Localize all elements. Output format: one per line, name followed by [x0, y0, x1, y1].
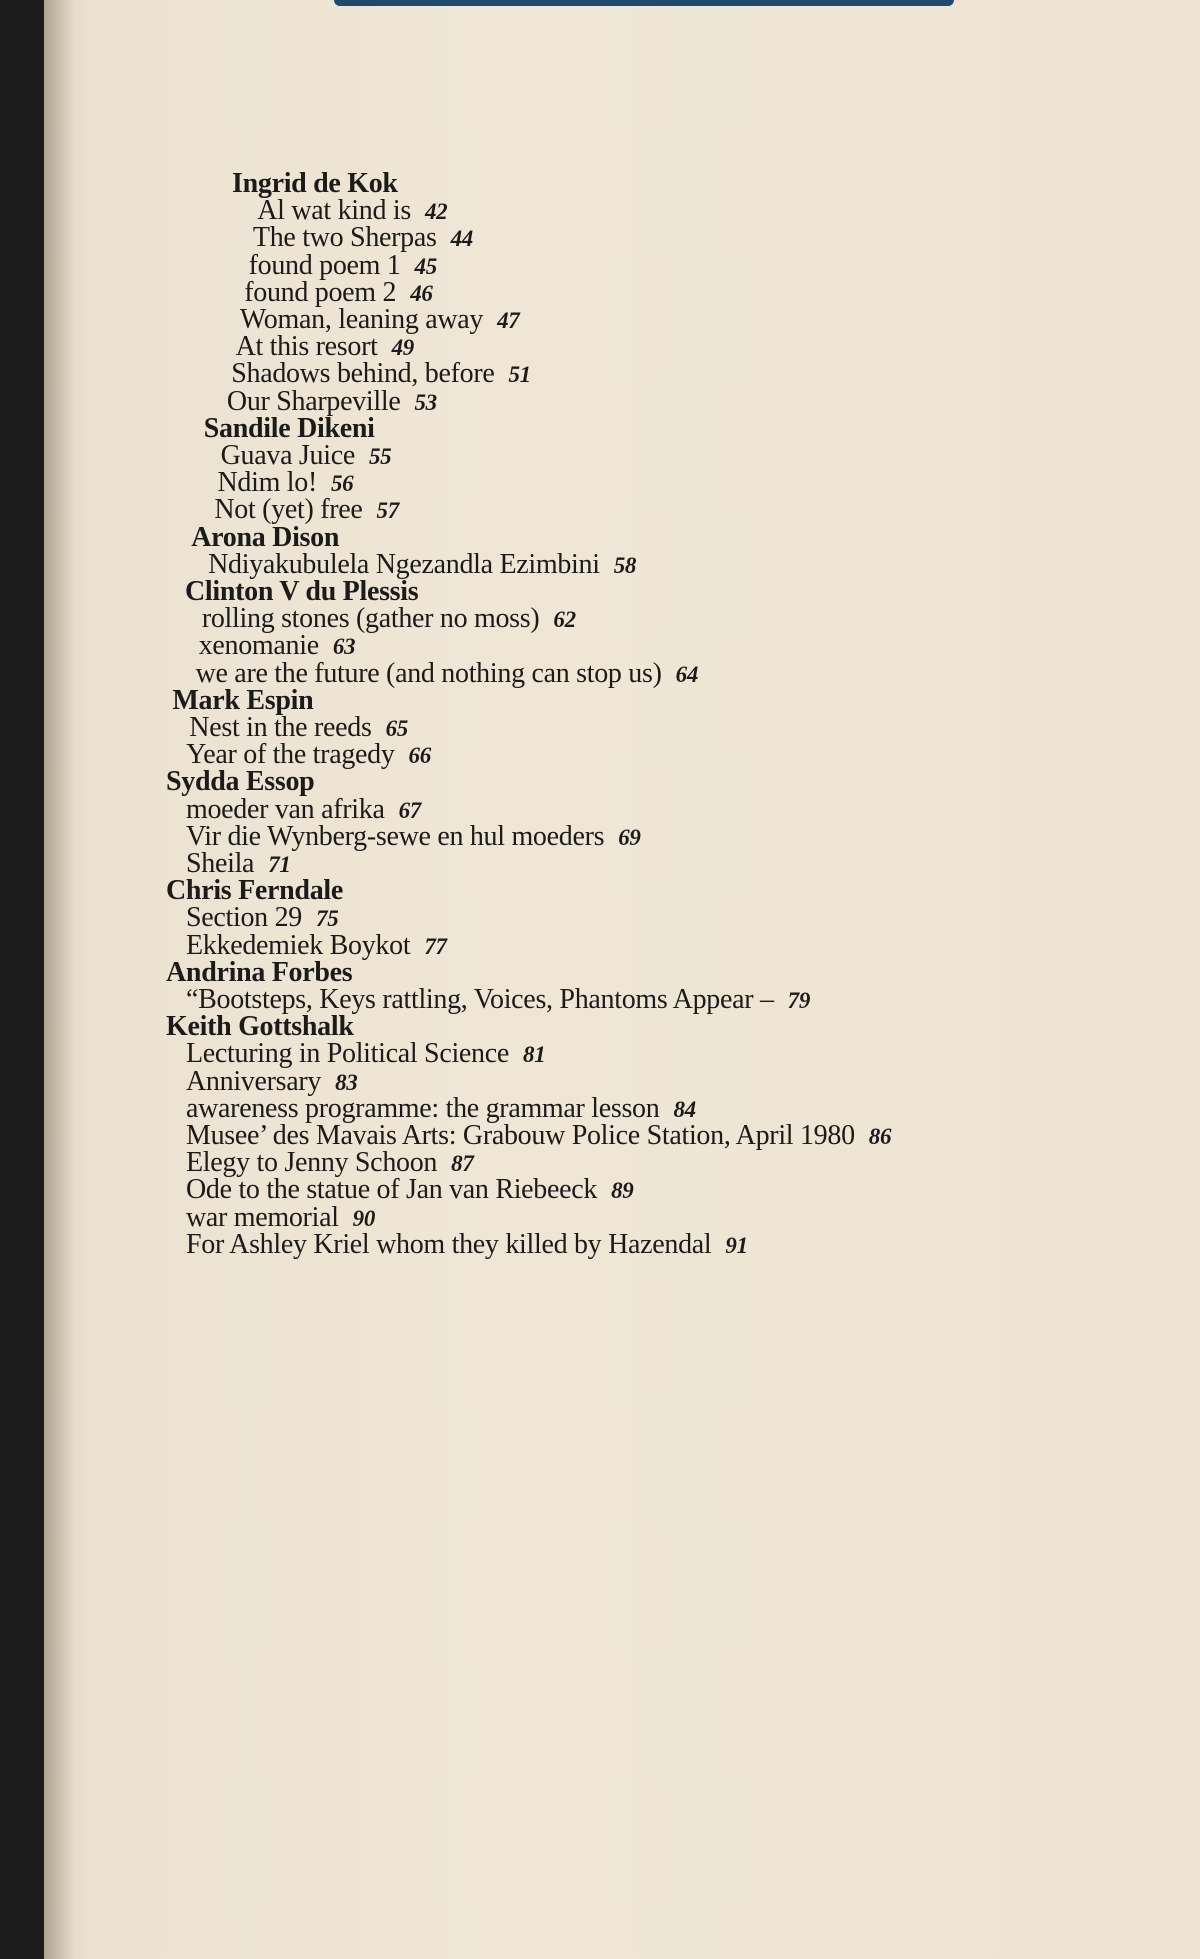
poem-page-number: 86: [868, 1124, 892, 1149]
poem-page-number: 84: [673, 1096, 696, 1122]
poem-title: Section 29: [186, 902, 302, 934]
poem-title: Guava Juice: [220, 440, 355, 471]
poem-entry: [186, 1228, 748, 1263]
author-heading: Arona Dison: [191, 521, 340, 553]
poem-page-number: 53: [414, 389, 437, 415]
poem-title: Anniversary: [186, 1065, 322, 1097]
poem-title: moeder van afrika: [186, 793, 385, 825]
poem-page-number: 91: [725, 1232, 748, 1258]
poem-page-number: 87: [451, 1151, 474, 1177]
poem-title: rolling stones (gather no moss): [201, 603, 540, 635]
poem-page-number: 55: [368, 444, 392, 469]
poem-page-number: 49: [391, 335, 414, 361]
poem-title: Ekkedemiek Boykot: [186, 929, 411, 961]
poem-title: war memorial: [186, 1201, 339, 1233]
poem-title: Lecturing in Political Science: [186, 1038, 510, 1070]
poem-title: Musee’ des Mavais Arts: Grabouw Police Station, April 1980: [186, 1120, 855, 1151]
author-heading: Keith Gottshalk: [166, 1011, 354, 1043]
poem-title: Al wat kind is: [257, 195, 411, 227]
poem-page-number: 90: [352, 1205, 376, 1231]
poem-title: For Ashley Kriel whom they killed by Hazendal: [186, 1228, 712, 1260]
poem-page-number: 47: [497, 308, 520, 333]
poem-page-number: 45: [414, 253, 437, 279]
poem-title: “Bootsteps, Keys rattling, Voices, Phantoms Appear –: [186, 984, 774, 1015]
poem-page-number: 79: [787, 988, 811, 1013]
poem-page-number: 63: [332, 634, 356, 660]
poem-page-number: 58: [613, 552, 637, 578]
poem-title: Elegy to Jenny Schoon: [186, 1147, 438, 1179]
poem-title: found poem 1: [248, 249, 401, 281]
poem-page-number: 66: [408, 743, 431, 769]
poem-title: we are the future (and nothing can stop us): [195, 657, 662, 689]
poem-title: Woman, leaning away: [239, 304, 484, 335]
poem-page-number: 42: [424, 199, 448, 225]
author-heading: Mark Espin: [172, 684, 314, 716]
author-heading: Ingrid de Kok: [232, 168, 398, 199]
poem-page-number: 71: [268, 852, 291, 877]
poem-title: Our Sharpeville: [226, 385, 401, 417]
poem-title: Nest in the reeds: [189, 712, 372, 743]
poem-title: xenomanie: [198, 630, 319, 662]
poem-page-number: 56: [330, 471, 354, 497]
poem-page-number: 57: [376, 498, 399, 524]
poem-page-number: 65: [385, 716, 408, 741]
poem-page-number: 64: [675, 661, 699, 687]
poem-page-number: 62: [553, 607, 576, 633]
poem-title: The two Sherpas: [252, 222, 437, 254]
poem-page-number: 46: [410, 280, 433, 306]
poem-page-number: 67: [398, 797, 421, 823]
poem-page-number: 77: [424, 933, 447, 959]
poem-page-number: 89: [611, 1178, 634, 1204]
author-heading: Andrina Forbes: [166, 956, 353, 988]
poem-page-number: 75: [316, 906, 339, 932]
poem-title: Ndim lo!: [217, 467, 317, 499]
poem-page-number: 83: [335, 1069, 358, 1095]
poem-title: Not (yet) free: [214, 494, 363, 526]
poem-page-number: 51: [508, 362, 531, 388]
author-heading: Chris Ferndale: [166, 875, 344, 907]
author-heading: Sydda Essop: [166, 766, 315, 798]
poem-page-number: 69: [618, 824, 641, 850]
poem-title: Sheila: [186, 848, 255, 879]
poem-page-number: 44: [450, 226, 474, 252]
poem-title: Ode to the statue of Jan van Riebeeck: [186, 1174, 598, 1206]
poem-title: Ndiyakubulela Ngezandla Ezimbini: [208, 548, 600, 580]
poem-title: awareness programme: the grammar lesson: [186, 1092, 660, 1124]
table-of-contents: [44, 0, 1200, 1959]
author-heading: Clinton V du Plessis: [184, 576, 419, 607]
book-page: [44, 0, 1200, 1959]
poem-title: Year of the tragedy: [186, 739, 395, 771]
author-heading: Sandile Dikeni: [203, 412, 375, 444]
poem-title: Shadows behind, before: [231, 358, 495, 390]
poem-title: found poem 2: [244, 276, 397, 308]
poem-title: Vir die Wynberg-sewe en hul moeders: [186, 820, 605, 852]
poem-page-number: 81: [523, 1042, 546, 1068]
poem-title: At this resort: [235, 331, 378, 363]
